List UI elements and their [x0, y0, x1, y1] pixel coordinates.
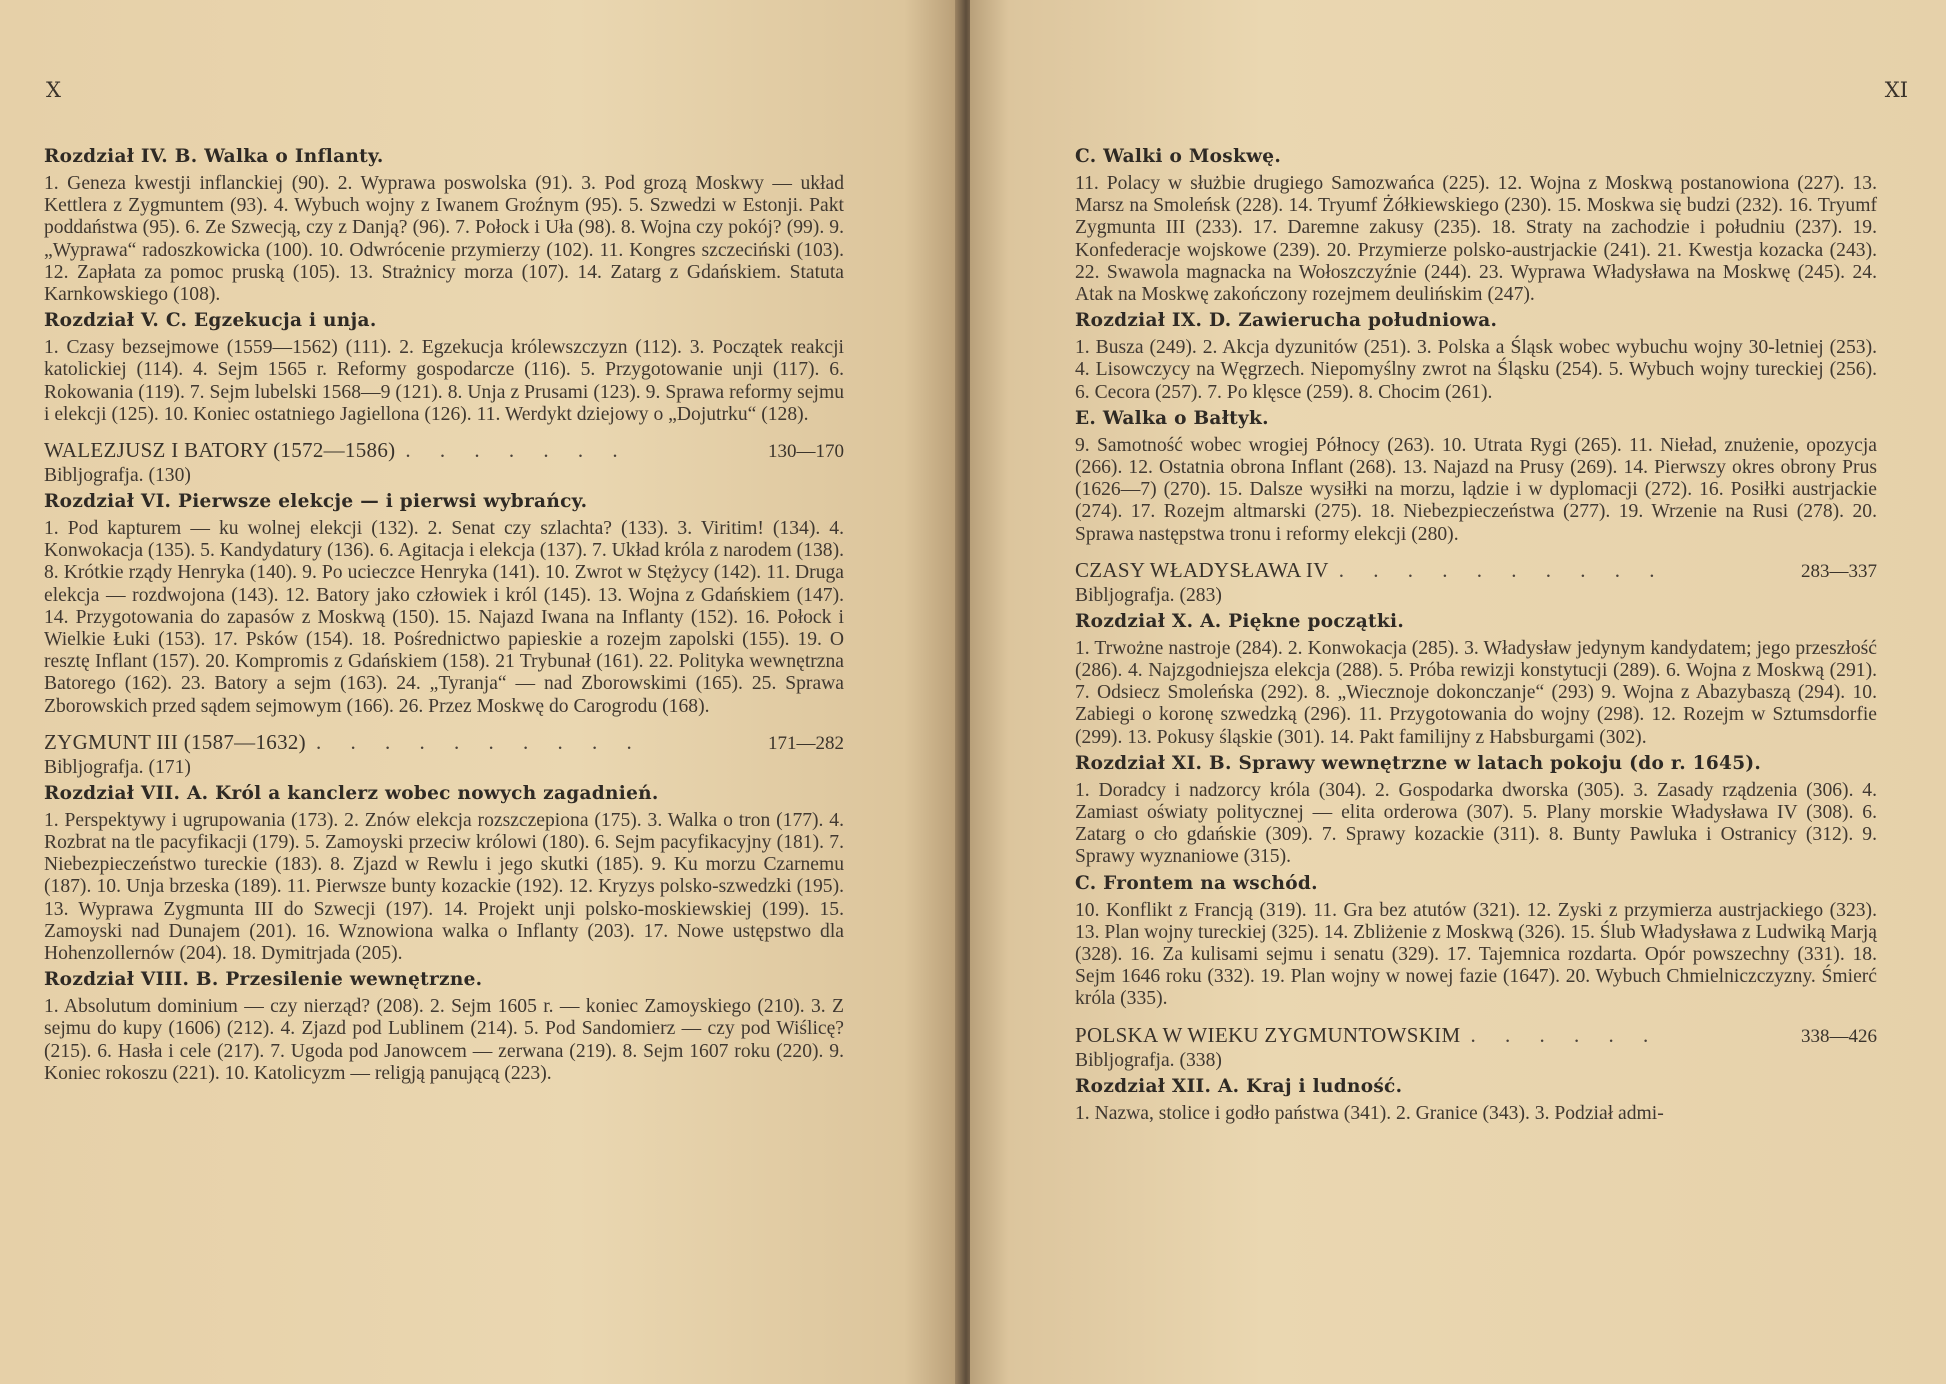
chapter-heading: C. Walki o Moskwę.	[1075, 146, 1282, 167]
chapter-contents: 9. Samotność wobec wrogiej Północy (263). 10. Utrata Rygi (265). 11. Nieład, znużenie, opozycja (266). 12. Ostatnia obrona Inflant (268). 13. Najazd na Prusy (269). 14. Pierwszy okres obrony Prus (1626—7) (270). 15. Dalsze wysiłki na morzu, lądzie i w dyplomacji (272). 16. Posiłki austrjackie (274). 17. Rozejm altmarski (275). 18. Niebezpieczeństwa (277). 19. Wrzenie na Rusi (278). 20. Sprawa następstwa tronu i reformy elekcji (280).	[1075, 434, 1877, 545]
dot-leader: . . . . . .	[1470, 1022, 1661, 1047]
chapter-contents: 1. Busza (249). 2. Akcja dyzunitów (251). 3. Polska a Śląsk wobec wybuchu wojny 30-letniej (253). 4. Lisowczycy na Węgrzech. Niepomyślny zwrot na Śląsku (254). 5. Wybuch wojny tureckiej (256). 6. Cecora (257). 7. Po klęsce (259). 8. Chocim (261).	[1075, 337, 1877, 403]
toc-content	[1075, 142, 1877, 1129]
page-number: XI	[1884, 78, 1908, 102]
right-page	[970, 0, 1946, 1384]
chapter-contents: 1. Doradcy i nadzorcy króla (304). 2. Gospodarka dworska (305). 3. Zasady rządzenia (306). 4. Zamiast oświaty politycznej — elita orderowa (307). 5. Plany morskie Władysława IV (308). 6. Zatarg o cło gdańskie (309). 7. Sprawy kozackie (311). 8. Bunty Pawluka i Ostranicy (312). 9. Sprawy wyznaniowe (315).	[1075, 779, 1877, 868]
chapter-contents: 10. Konflikt z Francją (319). 11. Gra bez atutów (321). 12. Zyski z przymierza austrjackiego (323). 13. Plan wojny tureckiej (325). 14. Zbliżenie z Moskwą (326). 15. Ślub Władysława z Ludwiką Marją (328). 16. Za kulisami sejmu i senatu (329). 17. Tajemnica rozdarta. Opór powszechny (331). 18. Sejm 1646 roku (332). 19. Plan wojny w nowej fazie (1647). 20. Wybuch Chmielniczczyzny. Śmierć króla (335).	[1075, 899, 1877, 1010]
chapter-contents: 1. Pod kapturem — ku wolnej elekcji (132). 2. Senat czy szlachta? (133). 3. Viritim! (134). 4. Konwokacja (135). 5. Kandydatury (136). 6. Agitacja i elekcja (137). 7. Układ króla z narodem (138). 8. Krótkie rządy Henryka (140). 9. Po ucieczce Henryka (141). 10. Zwrot w Stężycy (142). 11. Druga elekcja — rozdwojona (143). 12. Batory jako człowiek i król (145). 13. Wojna z Gdańskiem (147). 14. Przygotowania do zapasów z Moskwą (150). 15. Najazd Iwana na Inflanty (152). 16. Połock i Wielkie Łuki (153). 17. Psków (154). 18. Pośrednictwo papieskie a rozejm zapolski (155). 19. O resztę Inflant (157). 20. Kompromis z Gdańskiem (158). 21 Trybunał (161). 22. Polityka wewnętrzna Batorego (162). 23. Batory a sejm (163). 24. „Tyranja“ — nad Zborowskimi (165). 25. Sprawa Zborowskich przed sądem sejmowym (166). 26. Przez Moskwę do Carogrodu (168).	[44, 518, 844, 717]
bibliography-entry: Bibljografja. (338)	[1075, 1049, 1222, 1071]
chapter-heading: Rozdział VI. Pierwsze elekcje — i pierwsi wybrańcy.	[44, 491, 588, 513]
dot-leader: . . . . . . . . . .	[315, 729, 644, 754]
section-page-range: 130—170	[768, 441, 844, 463]
section-heading	[44, 730, 844, 755]
chapter-contents: 1. Nazwa, stolice i godło państwa (341). 2. Granice (343). 3. Podział admi-	[1075, 1102, 1664, 1124]
chapter-contents: 1. Trwożne nastroje (284). 2. Konwokacja (285). 3. Władysław jedynym kandydatem; jego przeszłość (286). 4. Najzgodniejsza elekcja (288). 5. Próba rewizji konstytucji (289). 6. Wojna z Moskwą (291). 7. Odsiecz Smoleńska (292). 8. „Wiecznoje dokonczanje“ (293) 9. Wojna z Abazybaszą (294). 10. Zabiegi o koronę szwedzką (296). 11. Przygotowania do wojny (298). 12. Rozejm w Sztumsdorfie (299). 13. Pokusy śląskie (301). 14. Pakt familijny z Habsburgami (302).	[1075, 637, 1877, 748]
chapter-heading: Rozdział XI. B. Sprawy wewnętrzne w latach pokoju (do r. 1645).	[1075, 752, 1762, 774]
chapter-heading: Rozdział XII. A. Kraj i ludność.	[1075, 1075, 1403, 1097]
chapter-heading: Rozdział VIII. B. Przesilenie wewnętrzne.	[44, 969, 483, 991]
dot-leader: . . . . . . . . . .	[1338, 557, 1667, 582]
section-heading	[1075, 1023, 1877, 1048]
left-page	[0, 0, 962, 1384]
bibliography-entry: Bibljografja. (130)	[44, 465, 191, 487]
chapter-contents: 1. Perspektywy i ugrupowania (173). 2. Znów elekcja rozszczepiona (175). 3. Walka o tron (177). 4. Rozbrat na tle pacyfikacji (179). 5. Zamoyski przeciw królowi (180). 6. Sejm pacyfikacyjny (181). 7. Niebezpieczeństwo tureckie (183). 8. Zjazd w Rewlu i jego skutki (185). 9. Ku morzu Czarnemu (187). 10. Unja brzeska (189). 11. Pierwsze bunty kozackie (192). 12. Kryzys polsko-szwedzki (195). 13. Wyprawa Zygmunta III do Szwecji (197). 14. Projekt unji polsko-moskiewskiej (199). 15. Zamoyski nad Dunajem (201). 16. Wznowiona walka o Inflanty (203). 17. Nowe ustępstwo dla Hohenzollernów (204). 18. Dymitrjada (205).	[44, 809, 844, 965]
chapter-heading: Rozdział VII. A. Król a kanclerz wobec nowych zagadnień.	[44, 782, 659, 804]
dot-leader: . . . . . . .	[405, 438, 630, 463]
section-title: ZYGMUNT III (1587—1632)	[44, 729, 306, 754]
chapter-heading: Rozdział X. A. Piękne początki.	[1075, 610, 1405, 632]
chapter-contents: 1. Czasy bezsejmowe (1559—1562) (111). 2. Egzekucja królewszczyzn (112). 3. Początek reakcji katolickiej (114). 4. Sejm 1565 r. Reformy gospodarcze (116). 5. Przygotowanie unji (117). 6. Rokowania (119). 7. Sejm lubelski 1568—9 (121). 8. Unja z Prusami (123). 9. Sprawa reformy sejmu i elekcji (125). 10. Koniec ostatniego Jagiellona (126). 11. Werdykt dziejowy o „Dojutrku“ (128).	[44, 337, 844, 425]
chapter-heading: Rozdział IX. D. Zawierucha południowa.	[1075, 310, 1498, 332]
section-title: POLSKA W WIEKU ZYGMUNTOWSKIM	[1075, 1022, 1461, 1047]
chapter-contents: 11. Polacy w służbie drugiego Samozwańca (225). 12. Wojna z Moskwą postanowiona (227). 13. Marsz na Smoleńsk (228). 14. Tryumf Żółkiewskiego (230). 15. Moskwa się budzi (232). 16. Tryumf Zygmunta III (233). 17. Daremne zakusy (235). 18. Straty na zachodzie i południu (237). 19. Konfederacje wojskowe (239). 20. Przymierze polsko-austrjackie (241). 21. Kwestja kozacka (243). 22. Swawola magnacka na Wołoszczyźnie (244). 23. Wyprawa Władysława na Moskwę (245). 24. Atak na Moskwę zakończony rozejmem deulińskim (247).	[1075, 173, 1877, 306]
bibliography-entry: Bibljografja. (171)	[44, 756, 191, 778]
chapter-contents: 1. Absolutum dominium — czy nierząd? (208). 2. Sejm 1605 r. — koniec Zamoyskiego (210). 3. Z sejmu do kupy (1606) (212). 4. Zjazd pod Lublinem (214). 5. Pod Sandomierz — czy pod Wiślicę? (215). 6. Hasła i cele (217). 7. Ugoda pod Janowcem — zerwana (219). 8. Sejm 1607 roku (220). 9. Koniec rokoszu (221). 10. Katolicyzm — religją panującą (223).	[44, 996, 844, 1084]
section-title: CZASY WŁADYSŁAWA IV	[1075, 557, 1329, 582]
page-number: X	[46, 78, 61, 102]
chapter-contents: 1. Geneza kwestji inflanckiej (90). 2. Wyprawa poswolska (91). 3. Pod grozą Moskwy — układ Kettlera z Zygmuntem (93). 4. Wybuch wojny z Iwanem Groźnym (95). 5. Szwedzi w Estonji. Pakt poddaństwa (95). 6. Ze Szwecją, czy z Danją? (96). 7. Połock i Uła (98). 8. Wojna czy pokój? (99). 9. „Wyprawa“ radoszkowicka (100). 10. Odwrócenie przymierzy (102). 11. Kongres szczeciński (103). 12. Zapłata za pomoc pruską (105). 13. Strażnicy morza (107). 14. Zatarg z Gdańskiem. Statuta Karnkowskiego (108).	[44, 173, 844, 306]
section-heading	[1075, 558, 1877, 583]
chapter-heading: Rozdział V. C. Egzekucja i unja.	[44, 310, 377, 332]
chapter-heading: C. Frontem na wschód.	[1075, 872, 1318, 894]
section-page-range: 283—337	[1801, 560, 1877, 582]
chapter-heading: E. Walka o Bałtyk.	[1075, 407, 1269, 429]
section-heading	[44, 438, 844, 463]
section-title: WALEZJUSZ I BATORY (1572—1586)	[44, 438, 396, 463]
toc-content	[44, 142, 844, 1089]
section-page-range: 338—426	[1801, 1025, 1877, 1047]
bibliography-entry: Bibljografja. (283)	[1075, 584, 1222, 606]
section-page-range: 171—282	[768, 732, 844, 754]
chapter-heading: Rozdział IV. B. Walka o Inflanty.	[44, 146, 384, 167]
